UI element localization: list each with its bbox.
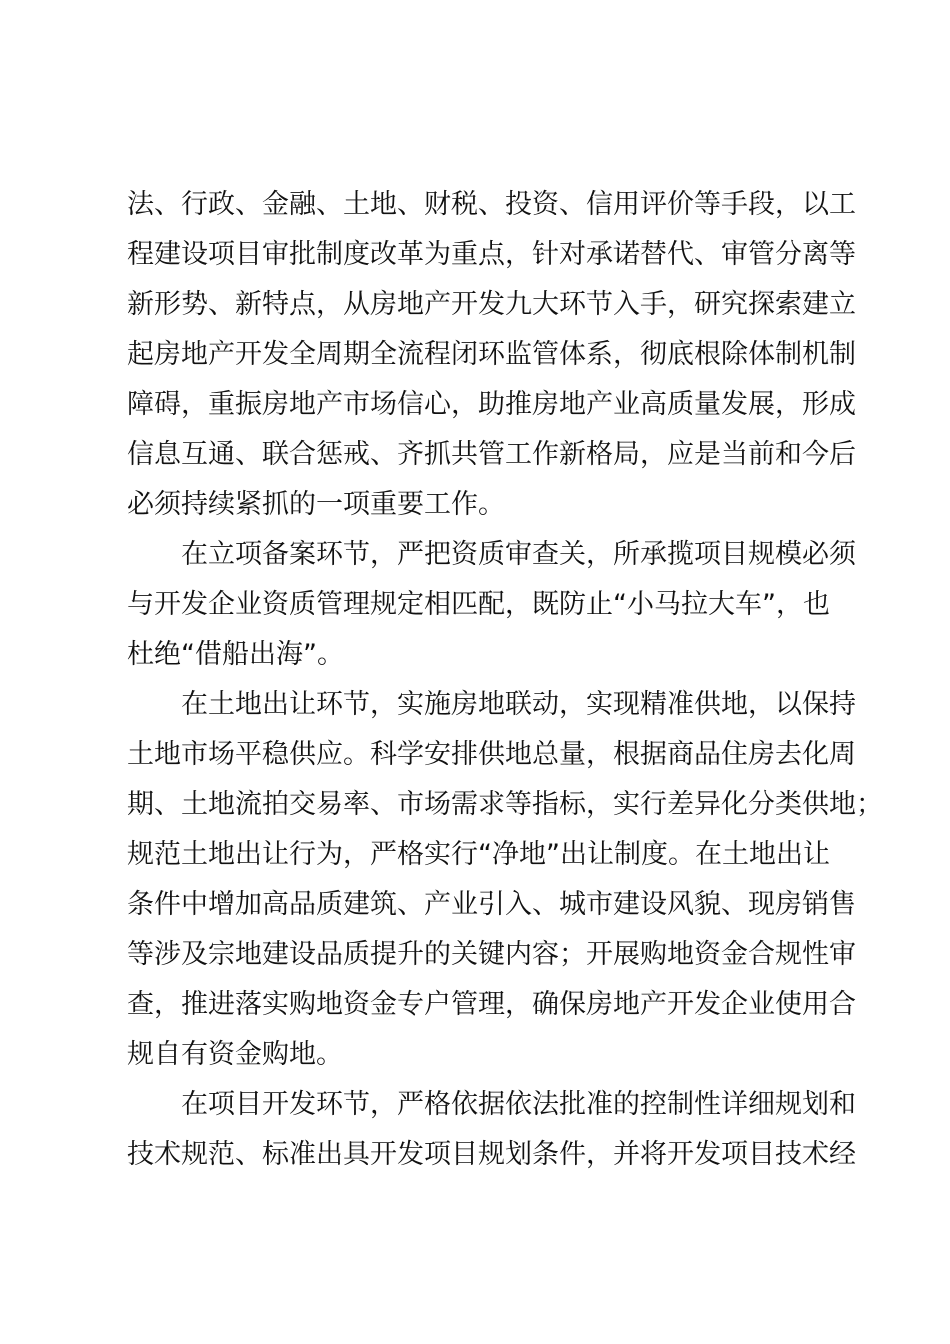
paragraph-first-line: 在项目开发环节，严格依据依法批准的控制性详细规划和 xyxy=(181,1089,856,1120)
text-line: 信息互通、联合惩戒、齐抓共管工作新格局，应是当前和今后 xyxy=(127,439,856,470)
text-line: 土地市场平稳供应。科学安排供地总量，根据商品住房去化周 xyxy=(127,739,856,770)
text-line: 法、行政、金融、土地、财税、投资、信用评价等手段，以工 xyxy=(127,189,856,220)
text-line: 与开发企业资质管理规定相匹配，既防止“小马拉大车”，也 xyxy=(127,589,830,620)
paragraph-first-line: 在立项备案环节，严把资质审查关，所承揽项目规模必须 xyxy=(181,539,856,570)
text-line: 查，推进落实购地资金专户管理，确保房地产开发企业使用合 xyxy=(127,989,856,1020)
text-line: 新形势、新特点，从房地产开发九大环节入手，研究探索建立 xyxy=(127,289,856,320)
text-line: 条件中增加高品质建筑、产业引入、城市建设风貌、现房销售 xyxy=(127,889,856,920)
text-line: 规范土地出让行为，严格实行“净地”出让制度。在土地出让 xyxy=(127,839,830,870)
text-line: 期、土地流拍交易率、市场需求等指标，实行差异化分类供地； xyxy=(127,789,883,820)
text-line: 规自有资金购地。 xyxy=(127,1039,343,1070)
paragraph-first-line: 在土地出让环节，实施房地联动，实现精准供地，以保持 xyxy=(181,689,856,720)
body-text xyxy=(127,180,883,1180)
text-line: 程建设项目审批制度改革为重点，针对承诺替代、审管分离等 xyxy=(127,239,856,270)
text-line: 技术规范、标准出具开发项目规划条件，并将开发项目技术经 xyxy=(127,1139,856,1170)
text-line: 等涉及宗地建设品质提升的关键内容；开展购地资金合规性审 xyxy=(127,939,856,970)
text-line: 障碍，重振房地产市场信心，助推房地产业高质量发展，形成 xyxy=(127,389,856,420)
text-line: 杜绝“借船出海”。 xyxy=(127,639,344,670)
text-line: 起房地产开发全周期全流程闭环监管体系，彻底根除体制机制 xyxy=(127,339,856,370)
text-line: 必须持续紧抓的一项重要工作。 xyxy=(127,489,505,520)
